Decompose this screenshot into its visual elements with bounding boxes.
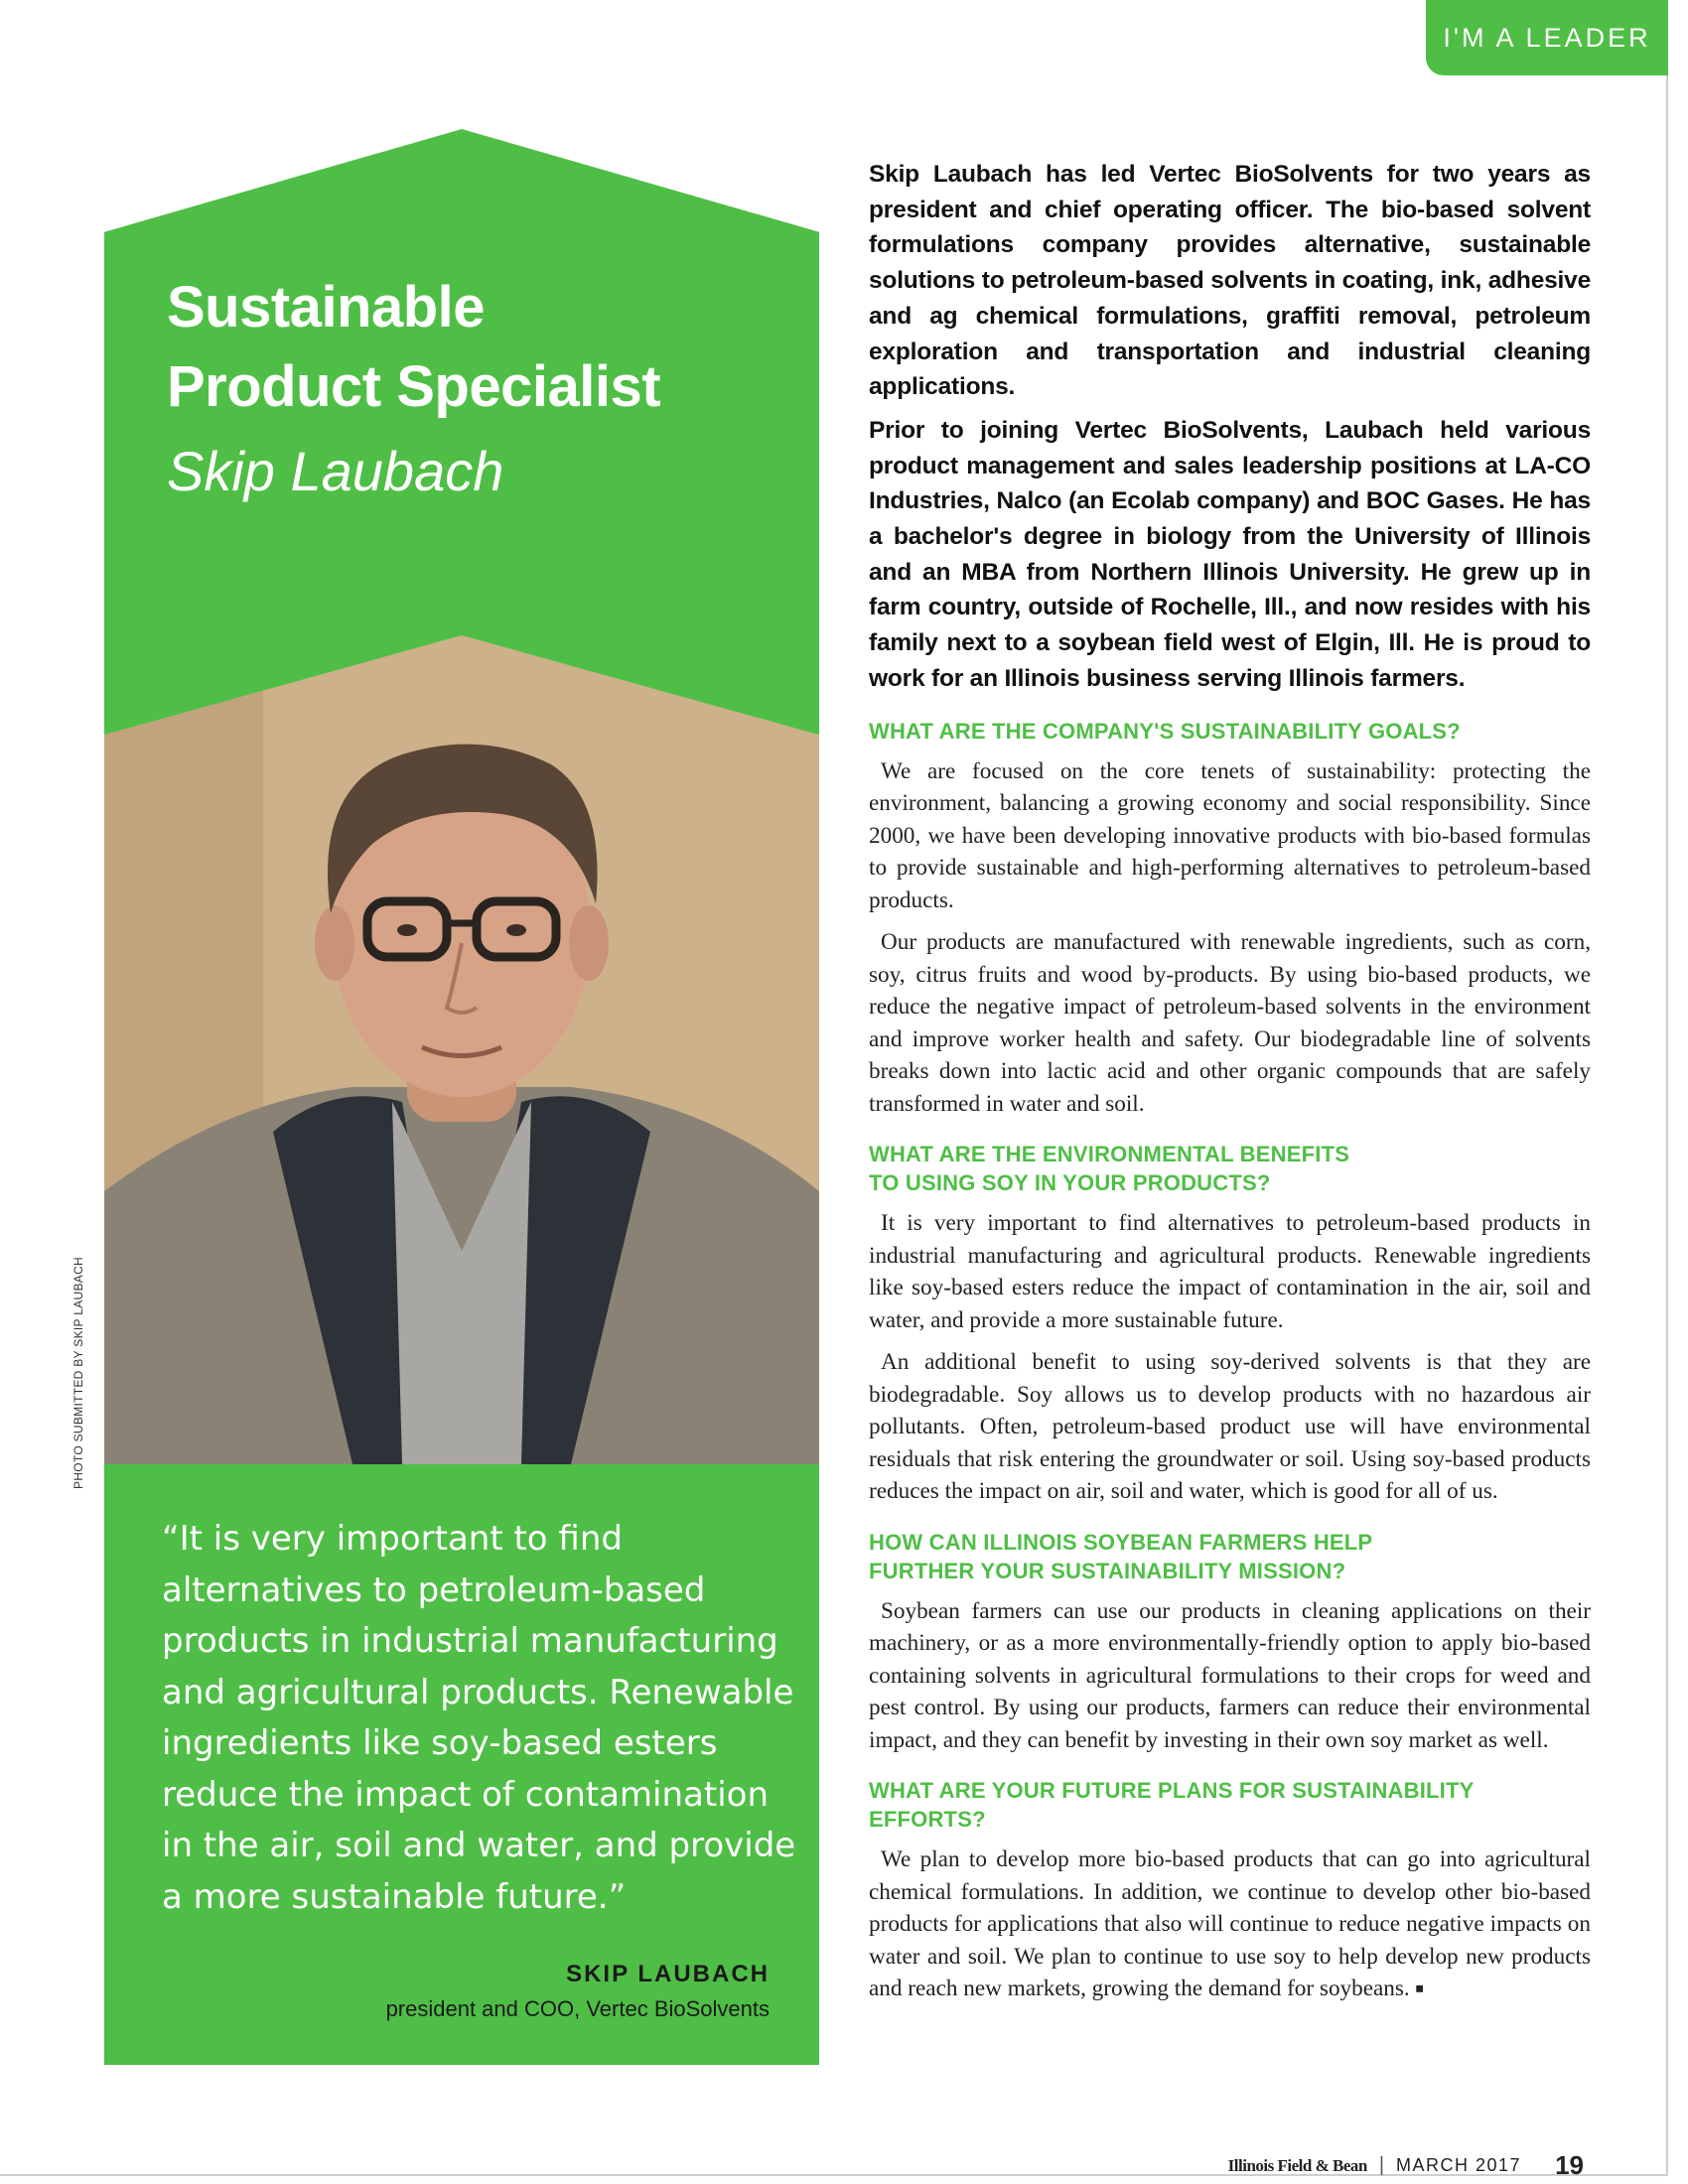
profile-name: Skip Laubach [167, 440, 504, 502]
photo-credit: PHOTO SUBMITTED BY SKIP LAUBACH [71, 1256, 85, 1489]
article-body [869, 157, 1591, 2016]
page-title [167, 268, 802, 427]
body-paragraph: An additional benefit to using soy-derived solvents is that they are biodegradable. Soy allows us to develop products with no hazardous air pollutants. Often, petroleum-based product use will have environmental residuals that risk entering the groundwater or soil. Using soy-based products reduces the impact on air, soil and water, which is good for all of us. [869, 1349, 1591, 1505]
qa-heading-line-1: WHAT ARE THE ENVIRONMENTAL BENEFITS [869, 1142, 1350, 1167]
body-paragraph: Our products are manufactured with renewable ingredients, such as corn, soy, citrus fruits and wood by-products. By using bio-based products, we reduce the negative impact of petroleum-based solvents in the environment and improve worker health and safety. Our biodegradable line of solvents breaks down into lactic acid and other organic compounds that are safely transformed in water and soil. [869, 929, 1591, 1117]
portrait-illustration [104, 635, 819, 1464]
section-tab: I'M A LEADER [1426, 0, 1668, 75]
page-footer [1228, 2150, 1584, 2181]
title-line-1: Sustainable [167, 275, 486, 340]
body-paragraph: It is very important to find alternatives to petroleum-based products in industrial manufacturing and agricultural products. Renewable ingredients like soy-based esters reduce the impact of contamination in the air, soil and water, and provide a more sustainable future. [869, 1210, 1591, 1333]
qa-heading [869, 1528, 1591, 1585]
qa-heading-line-2: FURTHER YOUR SUSTAINABILITY MISSION? [869, 1558, 1346, 1583]
qa-heading-line-2: TO USING SOY IN YOUR PRODUCTS? [869, 1170, 1271, 1196]
body-paragraph-text: We plan to develop more bio-based products that can go into agricultural chemical formulations. In addition, we continue to develop other bio-based products for applications that also will continue to reduce negative impacts on water and soil. We plan to continue to use soy to help develop new products and reach new markets, growing the demand for soybeans. [869, 1846, 1591, 2002]
footer-separator: | [1378, 2154, 1385, 2176]
body-paragraph [869, 1843, 1591, 2006]
issue-date: MARCH 2017 [1396, 2155, 1522, 2175]
qa-heading [869, 1140, 1591, 1197]
page-number: 19 [1555, 2150, 1584, 2180]
lede-paragraph: Skip Laubach has led Vertec BioSolvents for two years as president and chief operating officer. The bio-based solvent formulations company provides alternative, sustainable solutions to petroleum-based solvents in coating, ink, adhesive and ag chemical formulations, graffiti removal, petroleum exploration and transportation and industrial cleaning applications. [869, 161, 1591, 401]
body-paragraph: We are focused on the core tenets of sustainability: protecting the environment, balancing a growing economy and social responsibility. Since 2000, we have been developing innovative products with bio-based formulas to provide sustainable and high-performing alternatives to petroleum-based products. [869, 757, 1591, 913]
body-paragraph: Soybean farmers can use our products in cleaning applications on their machinery, or as a more environmentally-friendly option to apply bio-based containing solvents in agricultural formulations to their crops for weed and pest control. By using our products, farmers can reduce their environmental impact, and they can benefit by investing in their own soy market as well. [869, 1597, 1591, 1753]
lede-paragraph: Prior to joining Vertec BioSolvents, Laubach held various product management and sales leadership positions at LA-CO Industries, Nalco (an Ecolab company) and BOC Gases. He has a bachelor's degree in biology from the University of Illinois and an MBA from Northern Illinois University. He grew up in farm country, outside of Rochelle, Ill., and now resides with his family next to a soybean field west of Elgin, Ill. He is proud to work for an Illinois business serving Illinois farmers. [869, 416, 1591, 692]
pull-quote-text: “It is very important to find alternatives to petroleum-based products in industrial manufacturing and agricultural products. Renewable ingredients like soy-based esters reduce the impact of contamination in the air, soil and water, and provide a more sustainable future.” [162, 1519, 796, 1917]
pull-quote-panel [104, 1464, 819, 2065]
title-line-2: Product Specialist [167, 354, 661, 419]
magazine-logo: Illinois Field & Bean [1227, 2155, 1367, 2175]
portrait-photo [104, 635, 819, 1464]
end-mark-icon: ■ [1415, 1981, 1424, 1997]
qa-heading: WHAT ARE THE COMPANY'S SUSTAINABILITY GOALS? [869, 718, 1461, 744]
pull-quote-name: SKIP LAUBACH [566, 1961, 770, 1987]
pull-quote-title: president and COO, Vertec BioSolvents [385, 1996, 770, 2021]
qa-heading-line-1: HOW CAN ILLINOIS SOYBEAN FARMERS HELP [869, 1529, 1373, 1555]
qa-heading: WHAT ARE YOUR FUTURE PLANS FOR SUSTAINABILITY EFFORTS? [869, 1778, 1475, 1833]
